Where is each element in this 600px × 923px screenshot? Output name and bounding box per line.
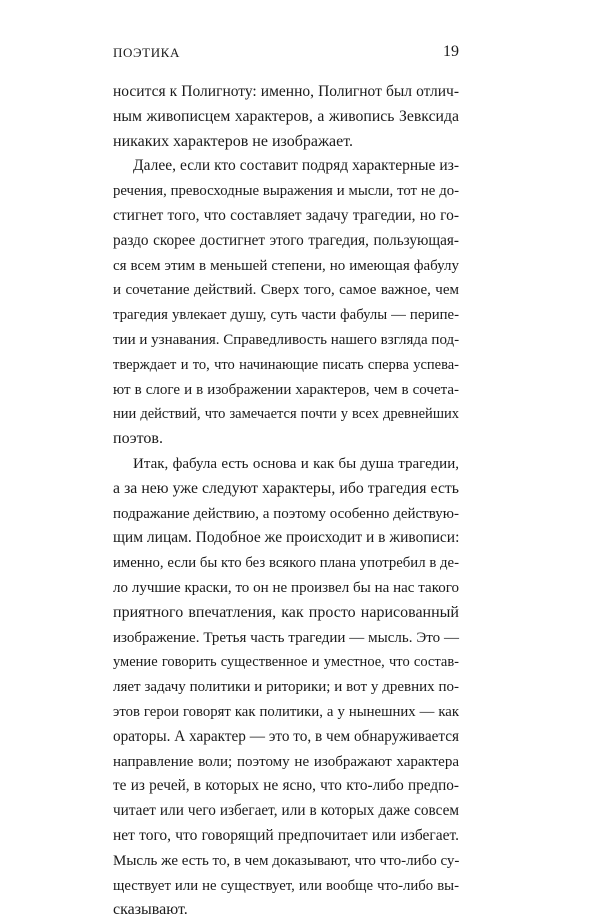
- text-line: носится к Полигноту: именно, Полигнот был отлич-: [113, 83, 459, 100]
- text-line: ществует или не существует, или вообще что-либо вы-: [113, 877, 459, 894]
- text-line: направление воли; поэтому не изображают характера: [113, 753, 459, 770]
- text-line: Мысль же есть то, в чем доказывают, что что-либо су-: [113, 852, 460, 869]
- text-line: Далее, если кто составит подряд характерные из-: [133, 157, 459, 175]
- text-line: трагедия увлекает душу, суть части фабулы — перипе-: [113, 307, 459, 324]
- text-line: читает или чего избегает, или в которых даже совсем: [113, 802, 459, 820]
- text-line: нет того, что говорящий предпочитает или избегает.: [113, 826, 459, 844]
- text-line: нии действий, что замечается почти у всех древнейших: [113, 406, 459, 423]
- text-line: тии и узнавания. Справедливость нашего взгляда под-: [113, 331, 460, 348]
- text-line: изображение. Третья часть трагедии — мысль. Это —: [113, 629, 459, 646]
- text-line: никаких характеров не изображает.: [113, 132, 354, 150]
- text-line: умение говорить существенное и уместное, что состав-: [113, 654, 459, 671]
- text-line: стигнет того, что составляет задачу трагедии, но го-: [113, 206, 459, 224]
- text-line: ют в слоге и в изображении характеров, чем в сочета-: [113, 381, 459, 398]
- text-line: ораторы. А характер — это то, в чем обнаруживается: [113, 727, 459, 745]
- running-title: ПОЭТИКА: [113, 45, 180, 60]
- page-number: 19: [443, 43, 459, 60]
- text-line: поэтов.: [113, 430, 163, 448]
- body-text: [113, 80, 459, 923]
- text-line: речения, превосходные выражения и мысли, тот не до-: [113, 183, 459, 200]
- text-line: а за нею уже следуют характеры, ибо трагедия есть: [113, 479, 459, 497]
- text-line: щим лицам. Подобное же происходит и в живописи:: [113, 529, 460, 547]
- text-line: этов герои говорят как политики, а у нынешних — как: [113, 703, 459, 720]
- text-line: подражание действию, а поэтому особенно действую-: [113, 505, 459, 522]
- text-line: те из речей, в которых не ясно, что кто-либо предпо-: [113, 777, 459, 795]
- text-line: Итак, фабула есть основа и как бы душа трагедии,: [133, 455, 459, 472]
- text-line: и сочетание действий. Сверх того, самое важное, чем: [113, 282, 459, 299]
- text-line: приятного впечатления, как просто нарисованный: [113, 603, 459, 621]
- text-line: сказывают.: [113, 901, 188, 919]
- text-line: ся всем этим в меньшей степени, но имеющая фабулу: [113, 257, 459, 274]
- running-head: [113, 45, 459, 65]
- text-line: именно, если бы кто без всякого плана употребил в де-: [113, 555, 459, 572]
- text-line: тверждает и то, что начинающие писать сперва успева-: [113, 356, 459, 373]
- text-line: ляет задачу политики и риторики; и вот у древних по-: [113, 679, 459, 696]
- text-line: ным живописцем характеров, а живопись Зевксида: [113, 107, 459, 125]
- text-line: раздо скорее достигнет этого трагедия, пользующая-: [113, 231, 459, 249]
- text-line: ло лучшие краски, то он не произвел бы на нас такого: [113, 579, 459, 596]
